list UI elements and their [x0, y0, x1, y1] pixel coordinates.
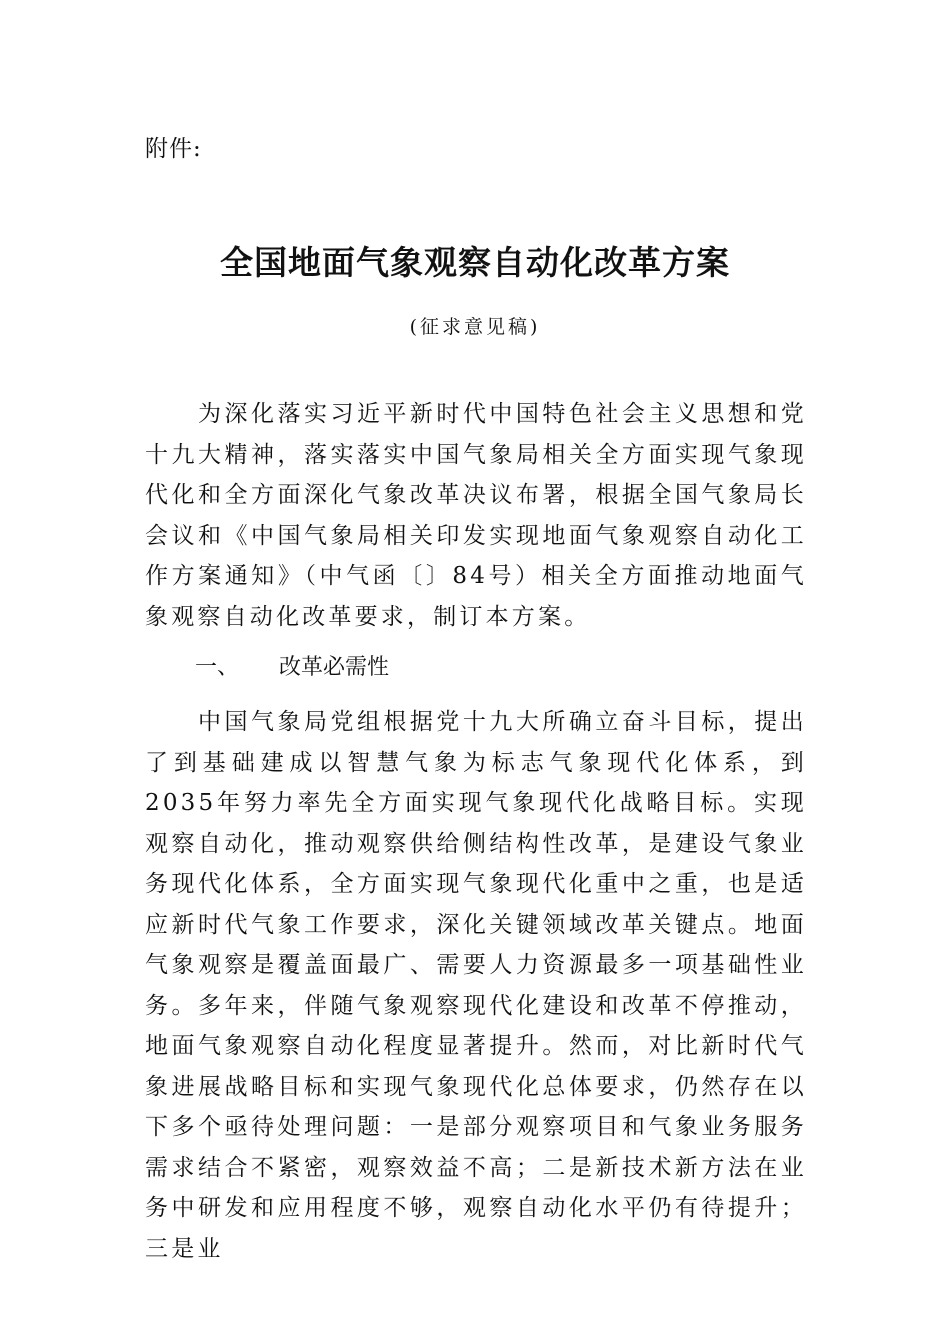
section-number: 一、 — [195, 655, 240, 680]
section-title: 改革必需性 — [279, 655, 390, 680]
attachment-label: 附件: — [145, 136, 202, 162]
body-paragraph: 中国气象局党组根据党十九大所确立奋斗目标，提出了到基础建成以智慧气象为标志气象现代化体系，到2035年努力率先全方面实现气象现代化战略目标。实现观察自动化，推动观察供给侧结构性改革，是建设气象业务现代化体系，全方面实现气象现代化重中之重，也是适应新时代气象工作要求，深化关键领域改革关键点。地面气象观察是覆盖面最广、需要人力资源最多一项基础性业务。多年来，伴随气象观察现代化建设和改革不停推动，地面气象观察自动化程度显著提升。然而，对比新时代气象进展战略目标和实现气象现代化总体要求，仍然存在以下多个亟待处理问题：一是部分观察项目和气象业务服务需求结合不紧密，观察效益不高；二是新技术新方法在业务中研发和应用程度不够，观察自动化水平仍有待提升；三是业 — [145, 709, 807, 1262]
section-heading — [195, 651, 389, 685]
document-title: 全国地面气象观察自动化改革方案 — [220, 243, 730, 282]
document-subtitle: (征求意见稿) — [409, 316, 541, 338]
intro-paragraph: 为深化落实习近平新时代中国特色社会主义思想和党十九大精神，落实落实中国气象局相关全方面实现气象现代化和全方面深化气象改革决议布署，根据全国气象局长会议和《中国气象局相关印发实现地面气象观察自动化工作方案通知》（中气函〔〕84号）相关全方面推动地面气象观察自动化改革要求，制订本方案。 — [145, 401, 807, 630]
